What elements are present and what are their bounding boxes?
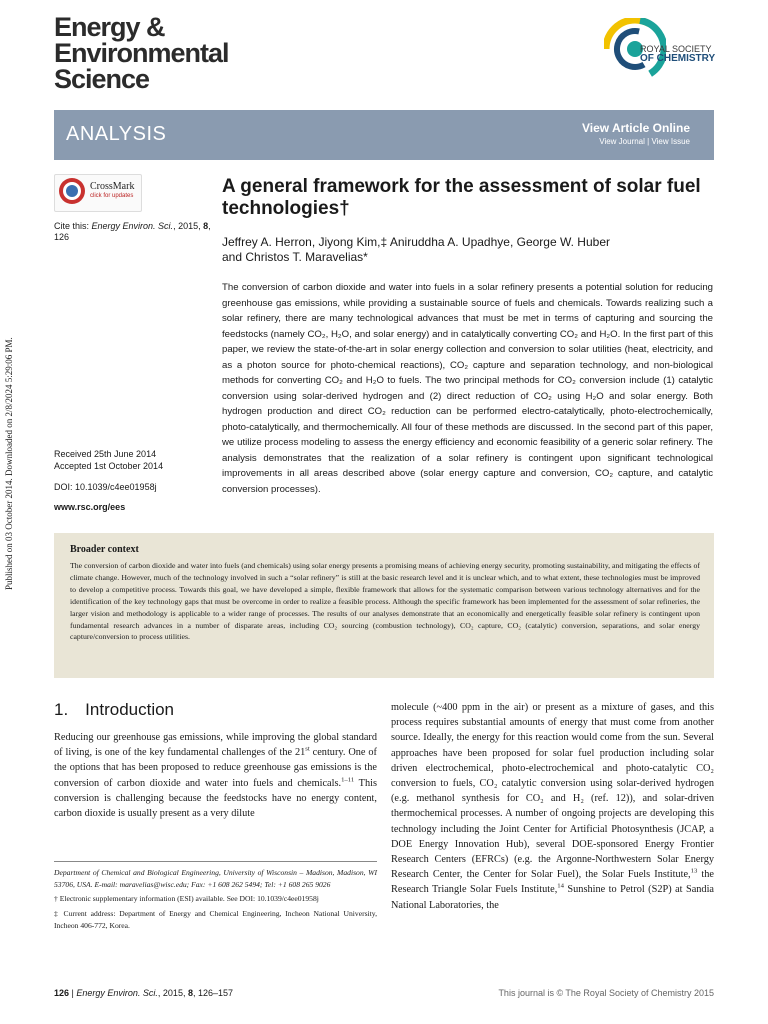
authors xyxy=(222,235,702,265)
page-footer-citation xyxy=(54,988,233,998)
intro-right-ref-1[interactable]: 13 xyxy=(690,867,698,875)
broader-context-title: Broader context xyxy=(70,544,139,555)
view-links xyxy=(599,137,690,146)
view-issue-link[interactable]: View Issue xyxy=(651,137,690,146)
intro-right-ref-2[interactable]: 14 xyxy=(557,883,564,891)
cite-pages: , 126 xyxy=(54,221,211,242)
dates xyxy=(54,448,224,472)
footer-pages: , 126–157 xyxy=(192,988,234,998)
journal-title-line1: Energy & xyxy=(54,12,165,42)
intro-left-sup-1: st xyxy=(305,745,310,753)
abstract: The conversion of carbon dioxide and water into fuels in a solar refinery presents a potential solution for reducing greenhouse gas emissions, while providing a sustainable source of fuels and chemicals. Towards realizing such a solar refinery, there are many technological advances that must be met in terms of capturing and sourcing the feedstocks (namely CO₂, H₂O, and solar energy) and in catalytically converting CO₂ and H₂O. In the first part of this paper, we review the state-of-the-art in solar energy collection and conversion to solar utilities (heat, electricity, and as a photon source for photo-chemical reactions), CO₂ capture and separation technology, and non-biological methods for converting CO₂ and H₂O to fuels. The two principal methods for CO₂ conversion include (1) catalytic conversion using solar-derived hydrogen and (2) direct reduction of CO₂ using H₂O and solar energy. Both hydrogen production and direct CO₂ reduction can be performed electro-catalytically, photo-electrochemically, photo-catalytically, and thermochemically. All four of these methods are discussed. In the second part of this paper, we utilize process modeling to assess the energy efficiency and economic feasibility of a generic solar refinery. The analysis demonstrates that the realization of a solar refinery is contingent upon significant technological improvements in all areas described above (solar energy capture and conversion, CO₂ capture, and catalytic conversion processes). xyxy=(222,282,713,495)
broader-context-text: The conversion of carbon dioxide and water into fuels (and chemicals) using solar energy presents a promising means of achieving energy security, promoting sustainability, and mitigating the effects of climate change. However, much of the technology involved in such a “solar refinery” is still at the basic research level and it is unclear which, and to what extent, these technologies must be improved to develop a competitive process. Towards this goal, we have developed a simple, flexible framework that allows for the systematic comparison between various technology alternatives and for the identification of the key technology gaps that must be overcome in order to realize a feasible process. Although the specific framework has been implemented for the assessment of solar refineries, the larger vision and methodology is applicable to a wider range of processes. The results of our analyses demonstrate that an economically and energetically feasible solar refinery is contingent upon fundamental research advances in a number of disparate areas, including CO₂ sourcing (combustion technology), CO₂ capture, CO₂ (catalytic) conversion, separations, and solar energy capture/conversion to process utilities. xyxy=(70,561,700,642)
publisher-line1: ROYAL SOCIETY xyxy=(640,44,712,54)
authors-line2: and Christos T. Maravelias* xyxy=(222,250,368,264)
intro-left-ref-1[interactable]: 1–11 xyxy=(341,776,355,784)
journal-title-line3: Science xyxy=(54,64,150,94)
cite-journal: Energy Environ. Sci. xyxy=(91,221,174,231)
footnotes xyxy=(54,867,377,935)
authors-line1: Jeffrey A. Herron, Jiyong Kim,‡ Aniruddha A. Upadhye, George W. Huber xyxy=(222,235,610,249)
cite-volume: 8 xyxy=(203,221,209,231)
cite-prefix: Cite this: xyxy=(54,221,92,231)
footer-volume: 8 xyxy=(187,988,193,998)
intro-right-text-1: molecule (~400 ppm in the air) or present as a mixture of gases, and this process requires substantial amounts of energy that must come from another source. Ideally, the energy for this reaction would come from the sun. Several approaches have been proposed for solar fuel production including solar driven electrochemical, photo-electrochemical and photo-catalytic CO₂ conversion to fuels, CO₂ catalytic conversion using solar-derived hydrogen (e.g. methanol synthesis for CO₂ and H₂ (ref. 12)), and solar-driven thermochemical processes. A number of ongoing projects are developing this technology including the Joint Center for Artificial Photosynthesis (JCAP, a DOE Energy Innovation Hub), several DOE-sponsored Energy Frontier Research Centers (EFRCs) (e.g. the Argonne-Northwestern Solar Energy Research Center, the Center for Solar Fuel), the Solar Fuels Institute, xyxy=(391,702,714,881)
article-title: A general framework for the assessment of solar fuel technologies† xyxy=(222,176,701,219)
section-heading: 1. Introduction xyxy=(54,700,175,719)
download-note-text: Published on 03 October 2014. Downloaded on 2/8/2024 5:29:06 PM. xyxy=(4,337,14,590)
footer-rest: , 2015, xyxy=(157,988,188,998)
page-number: 126 xyxy=(54,988,70,998)
affiliation-footnote: Department of Chemical and Biological Engineering, University of Wisconsin – Madison, Madison, WI 53706, USA. E-mail: maravelias@wisc.edu; Fax: +1 608 262 5494; Tel: +1 608 265 9026 xyxy=(54,868,377,889)
copyright: This journal is © The Royal Society of Chemistry 2015 xyxy=(498,988,714,998)
footer-journal: Energy Environ. Sci. xyxy=(76,988,158,998)
accepted-date: Accepted 1st October 2014 xyxy=(54,461,164,471)
journal-website-link[interactable]: www.rsc.org/ees xyxy=(54,502,126,512)
publisher-name xyxy=(640,44,715,64)
intro-right-text-3: Sunshine to Petrol (S2P) at Sandia National Laboratories, the xyxy=(391,884,714,911)
crossmark-icon xyxy=(58,177,86,205)
link-separator: | xyxy=(647,137,650,146)
doi: DOI: 10.1039/c4ee01958j xyxy=(54,482,157,492)
footer-separator: | xyxy=(69,988,77,998)
view-article-online-link[interactable]: View Article Online xyxy=(581,121,690,135)
article-type-label: ANALYSIS xyxy=(66,123,167,145)
footnote-divider xyxy=(54,861,377,862)
intro-left-text-2: century. One of the options that has been proposed to reduce greenhouse gas emissions is the conversion of carbon dioxide and water into fuels and chemicals. xyxy=(54,747,377,789)
intro-right-column xyxy=(391,700,714,913)
intro-left-column xyxy=(54,730,377,821)
citation xyxy=(54,221,214,243)
intro-right-text-2: the Research Triangle Solar Fuels Institute, xyxy=(391,869,714,896)
cite-rest: , 2015, xyxy=(173,221,204,231)
received-date: Received 25th June 2014 xyxy=(54,449,157,459)
intro-left-text-3: This conversion is challenging because the feedstocks have no energy content, carbon dioxide is usually present as a very dilute xyxy=(54,777,377,820)
address-footnote: ‡ Current address: Department of Energy and Chemical Engineering, Incheon National University, Incheon 406-772, Korea. xyxy=(54,909,377,930)
download-note xyxy=(4,300,18,600)
publisher-line2: OF CHEMISTRY xyxy=(640,53,716,64)
intro-left-text-1: Reducing our greenhouse gas emissions, while improving the global standard of living, is one of the key fundamental challenges of the 21 xyxy=(54,732,377,759)
view-journal-link[interactable]: View Journal xyxy=(599,137,645,146)
esi-footnote: † Electronic supplementary information (ESI) available. See DOI: 10.1039/c4ee01958j xyxy=(54,894,319,904)
journal-title-line2: Environmental xyxy=(54,38,229,68)
crossmark-title: CrossMark xyxy=(90,181,135,192)
journal-title xyxy=(54,14,229,92)
crossmark-subtitle: click for updates xyxy=(90,193,134,199)
